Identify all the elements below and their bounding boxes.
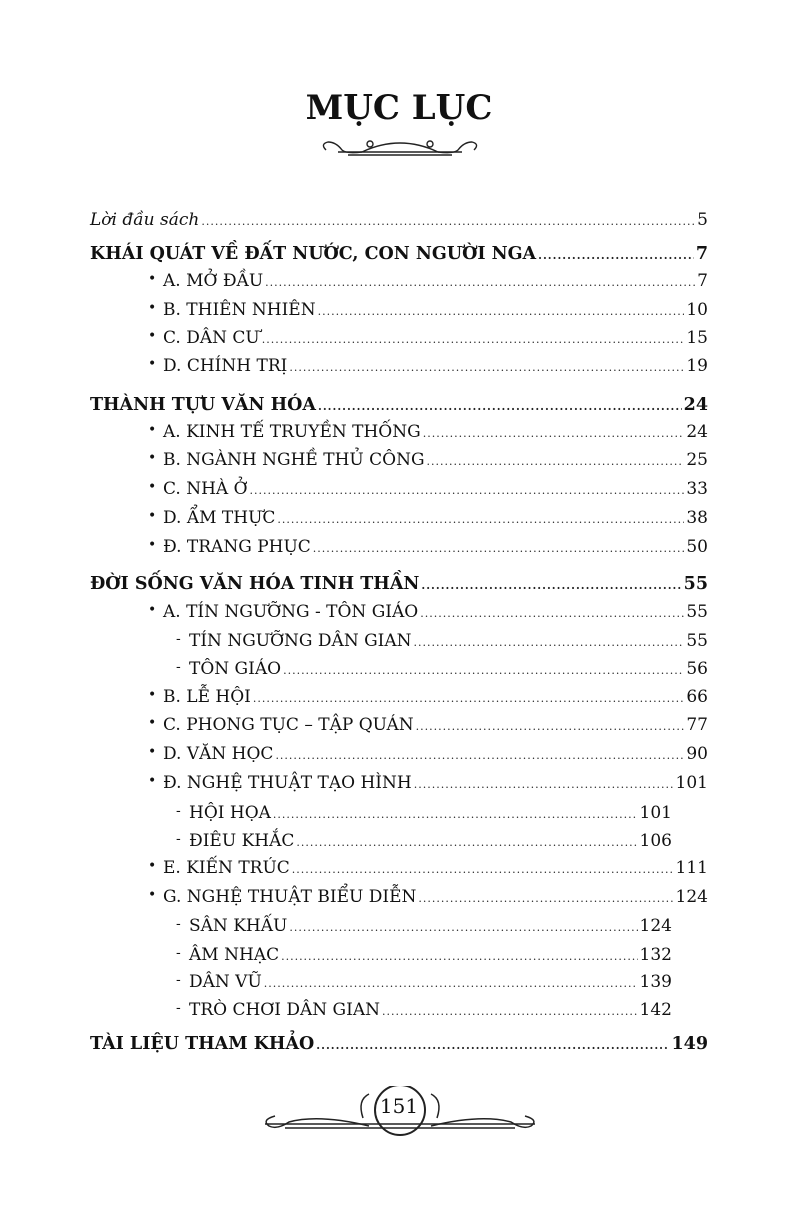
toc-entry[interactable]: [163, 713, 708, 737]
toc-entry-title: ĐỜI SỐNG VĂN HÓA TINH THẦN: [90, 574, 420, 594]
dot-leader: [418, 887, 673, 911]
toc-entry-page: 33: [686, 479, 708, 499]
bullet-icon: •: [148, 744, 157, 760]
dot-leader: [283, 659, 684, 683]
toc-entry[interactable]: [90, 1032, 708, 1056]
toc-entry-title: A. MỞ ĐẦU: [163, 271, 264, 291]
toc-entry[interactable]: [189, 829, 672, 853]
toc-entry-title: Đ. NGHỆ THUẬT TẠO HÌNH: [163, 773, 412, 793]
toc-entry-page: 24: [686, 422, 708, 442]
toc-entry-title: TÔN GIÁO: [189, 659, 282, 679]
toc-entry-page: 132: [639, 945, 672, 965]
toc-entry-page: 24: [683, 395, 708, 415]
dot-leader: [296, 831, 637, 855]
dot-leader: [253, 687, 684, 711]
bullet-icon: •: [148, 450, 157, 466]
dot-leader: [281, 945, 637, 969]
toc-entry[interactable]: [163, 535, 708, 559]
dash-icon: -: [176, 803, 181, 819]
dot-leader: [421, 574, 681, 598]
toc-entry-title: A. TÍN NGƯỠNG - TÔN GIÁO: [163, 602, 419, 622]
bullet-icon: •: [148, 715, 157, 731]
bullet-icon: •: [148, 773, 157, 789]
dot-leader: [414, 773, 674, 797]
dot-leader: [264, 972, 638, 996]
toc-entry-title: B. LỄ HỘI: [163, 687, 251, 707]
dot-leader: [289, 916, 637, 940]
toc-entry-title: THÀNH TỰU VĂN HÓA: [90, 395, 316, 415]
toc-entry[interactable]: [163, 685, 708, 709]
toc-entry-page: 38: [686, 508, 708, 528]
toc-entry-title: B. NGÀNH NGHỀ THỦ CÔNG: [163, 450, 425, 470]
toc-entry[interactable]: [163, 477, 708, 501]
toc-entry-title: Đ. TRANG PHỤC: [163, 537, 311, 557]
dot-leader: [416, 715, 685, 739]
dot-leader: [427, 450, 685, 474]
bullet-icon: •: [148, 300, 157, 316]
dot-leader: [265, 271, 695, 295]
toc-entry-page: 139: [639, 972, 672, 992]
toc-entry[interactable]: [163, 420, 708, 444]
dot-leader: [318, 300, 685, 324]
dot-leader: [538, 244, 694, 268]
bullet-icon: •: [148, 356, 157, 372]
toc-entry-title: HỘI HỌA: [189, 803, 271, 823]
toc-entry-page: 106: [639, 831, 672, 851]
toc-entry[interactable]: [163, 885, 708, 909]
toc-entry-title: D. VĂN HỌC: [163, 744, 274, 764]
bullet-icon: •: [148, 422, 157, 438]
dot-leader: [201, 210, 695, 234]
bullet-icon: •: [148, 887, 157, 903]
dot-leader: [273, 803, 638, 827]
toc-entry[interactable]: [189, 943, 672, 967]
ornament-divider-icon: [318, 138, 482, 160]
dot-leader: [414, 631, 685, 655]
toc-entry-title: Lời đầu sách: [90, 210, 200, 230]
toc-entry-page: 15: [686, 328, 708, 348]
bullet-icon: •: [148, 602, 157, 618]
toc-entry[interactable]: [163, 326, 708, 350]
toc-entry-title: SÂN KHẤU: [189, 916, 288, 936]
toc-entry-page: 25: [686, 450, 708, 470]
toc-entry[interactable]: [90, 208, 708, 232]
toc-entry[interactable]: [163, 856, 708, 880]
toc-entry-page: 55: [683, 574, 708, 594]
toc-entry-title: TRÒ CHƠI DÂN GIAN: [189, 1000, 381, 1020]
bullet-icon: •: [148, 271, 157, 287]
dash-icon: -: [176, 659, 181, 675]
dash-icon: -: [176, 945, 181, 961]
toc-entry-page: 124: [675, 887, 708, 907]
toc-entry[interactable]: [90, 572, 708, 596]
toc-entry-page: 50: [686, 537, 708, 557]
toc-entry-page: 19: [686, 356, 708, 376]
toc-entry-title: D. ẨM THỰC: [163, 508, 276, 528]
toc-entry[interactable]: [189, 914, 672, 938]
toc-entry[interactable]: [163, 506, 708, 530]
toc-entry-title: G. NGHỆ THUẬT BIỂU DIỄN: [163, 887, 417, 907]
toc-entry[interactable]: [163, 269, 708, 293]
toc-entry-page: 142: [639, 1000, 672, 1020]
page-title: MỤC LỤC: [305, 88, 493, 128]
dash-icon: -: [176, 831, 181, 847]
toc-entry[interactable]: [189, 970, 672, 994]
dot-leader: [318, 395, 682, 419]
toc-entry[interactable]: [189, 629, 708, 653]
bullet-icon: •: [148, 687, 157, 703]
toc-entry-page: 55: [686, 602, 708, 622]
dash-icon: -: [176, 916, 181, 932]
dash-icon: -: [176, 972, 181, 988]
dot-leader: [420, 602, 684, 626]
dot-leader: [275, 744, 684, 768]
dot-leader: [292, 858, 674, 882]
toc-entry-page: 90: [686, 744, 708, 764]
dot-leader: [423, 422, 685, 446]
toc-entry-page: 101: [639, 803, 672, 823]
toc-entry[interactable]: [163, 354, 708, 378]
toc-entry-page: 55: [686, 631, 708, 651]
toc-entry-page: 149: [671, 1034, 708, 1054]
dot-leader: [250, 479, 685, 503]
toc-entry-title: E. KIẾN TRÚC: [163, 858, 290, 878]
dash-icon: -: [176, 1000, 181, 1016]
toc-entry[interactable]: [163, 742, 708, 766]
toc-entry-page: 5: [697, 210, 708, 230]
toc-entry-page: 10: [686, 300, 708, 320]
toc-entry-title: TÀI LIỆU THAM KHẢO: [90, 1034, 315, 1054]
bullet-icon: •: [148, 537, 157, 553]
dot-leader: [262, 328, 685, 352]
bullet-icon: •: [148, 479, 157, 495]
toc-entry-page: 101: [675, 773, 708, 793]
toc-entry-page: 56: [686, 659, 708, 679]
toc-entry[interactable]: [189, 801, 672, 825]
toc-entry-page: 66: [686, 687, 708, 707]
toc-entry-page: 111: [675, 858, 708, 878]
toc-entry[interactable]: [189, 998, 672, 1022]
toc-entry[interactable]: [163, 771, 708, 795]
toc-entry[interactable]: [189, 657, 708, 681]
toc-entry[interactable]: [163, 600, 708, 624]
toc-entry-title: KHÁI QUÁT VỀ ĐẤT NƯỚC, CON NGƯỜI NGA: [90, 244, 537, 264]
toc-entry-title: DÂN VŨ: [189, 972, 262, 992]
dot-leader: [277, 508, 684, 532]
toc-entry-title: ÂM NHẠC: [189, 945, 280, 965]
dot-leader: [289, 356, 684, 380]
toc-entry-page: 124: [639, 916, 672, 936]
toc-entry-title: B. THIÊN NHIÊN: [163, 300, 316, 320]
dot-leader: [382, 1000, 638, 1024]
toc-entry[interactable]: [90, 393, 708, 417]
toc-entry[interactable]: [163, 448, 708, 472]
dot-leader: [313, 537, 685, 561]
bullet-icon: •: [148, 858, 157, 874]
bullet-icon: •: [148, 508, 157, 524]
dash-icon: -: [176, 631, 181, 647]
toc-entry[interactable]: [90, 242, 708, 266]
toc-entry-title: A. KINH TẾ TRUYỀN THỐNG: [163, 422, 421, 442]
toc-entry[interactable]: [163, 298, 708, 322]
toc-entry-title: C. DÂN CƯ: [163, 328, 260, 348]
page-number: 151: [379, 1094, 419, 1118]
bullet-icon: •: [148, 328, 157, 344]
toc-entry-title: C. PHONG TỤC – TẬP QUÁN: [163, 715, 414, 735]
toc-entry-title: C. NHÀ Ở: [163, 479, 248, 499]
toc-entry-title: ĐIÊU KHẮC: [189, 831, 295, 851]
toc-entry-page: 77: [686, 715, 708, 735]
toc-entry-title: TÍN NGƯỠNG DÂN GIAN: [189, 631, 412, 651]
toc-entry-page: 7: [697, 271, 708, 291]
toc-entry-page: 7: [695, 244, 708, 264]
dot-leader: [316, 1034, 669, 1058]
toc-entry-title: D. CHÍNH TRỊ: [163, 356, 288, 376]
